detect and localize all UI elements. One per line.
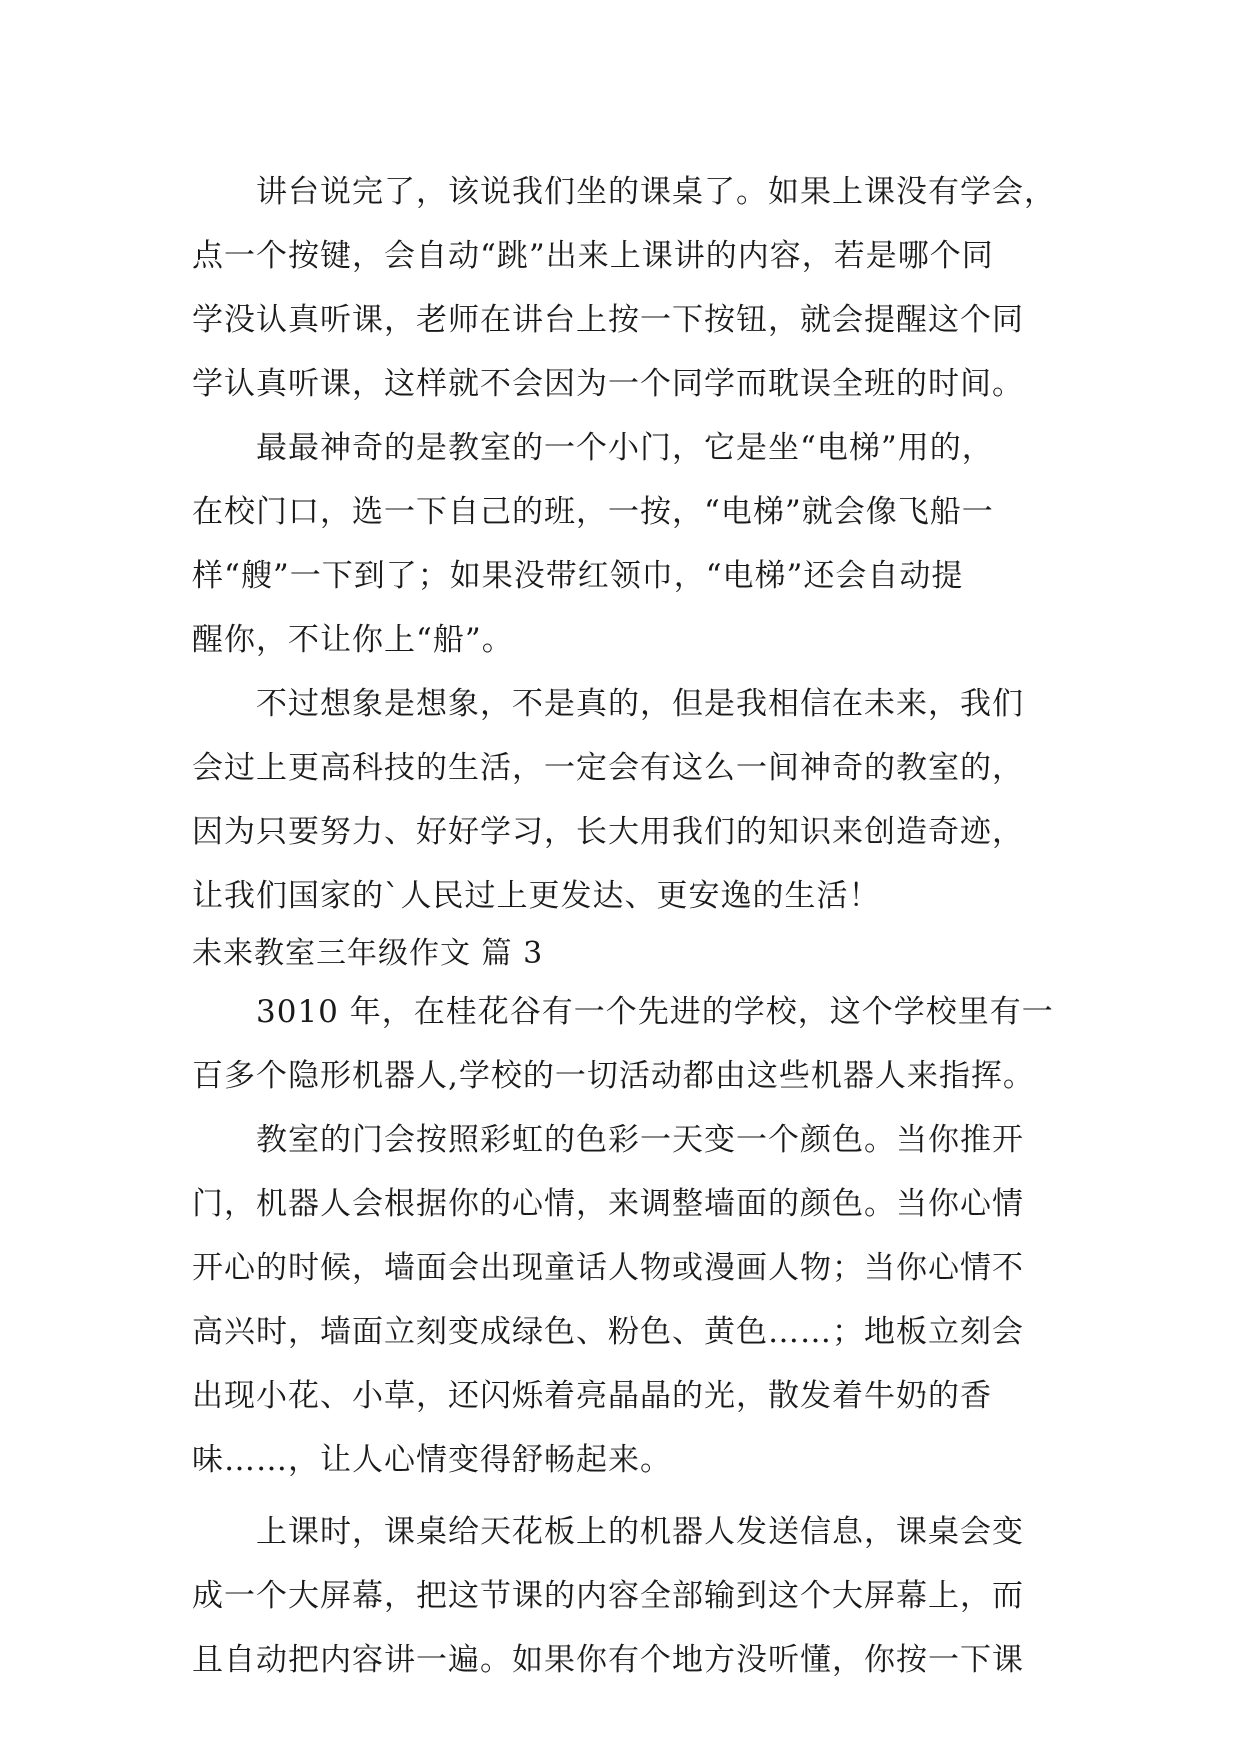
section-heading: 未来教室三年级作文 篇 3 (192, 936, 544, 971)
text-line: 开心的时候，墙面会出现童话人物或漫画人物；当你心情不 (192, 1250, 1024, 1286)
text-line: 味……，让人心情变得舒畅起来。 (192, 1442, 672, 1478)
text-line: 在校门口，选一下自己的班，一按，“电梯”就会像飞船一 (192, 494, 994, 530)
paragraph (192, 160, 1056, 416)
text-line: 成一个大屏幕，把这节课的内容全部输到这个大屏幕上，而 (192, 1578, 1024, 1614)
text-line: 会过上更高科技的生活，一定会有这么一间神奇的教室的， (192, 750, 1024, 786)
text-line: 上课时，课桌给天花板上的机器人发送信息，课桌会变 (256, 1514, 1024, 1550)
text-line: 学认真听课，这样就不会因为一个同学而耽误全班的时间。 (192, 366, 1024, 402)
paragraph-spacer (192, 1492, 1052, 1500)
paragraph (192, 416, 1052, 672)
paragraph (192, 980, 1052, 1108)
text-line: 不过想象是想象，不是真的，但是我相信在未来，我们 (256, 686, 1024, 722)
paragraph (192, 1500, 1052, 1692)
text-line: 教室的门会按照彩虹的色彩一天变一个颜色。当你推开 (256, 1122, 1024, 1158)
paragraph (192, 1108, 1052, 1492)
text-line: 让我们国家的`人民过上更发达、更安逸的生活！ (192, 878, 881, 914)
text-line: 醒你，不让你上“船”。 (192, 622, 514, 658)
text-line: 点一个按键，会自动“跳”出来上课讲的内容，若是哪个同 (192, 238, 994, 274)
text-line: 因为只要努力、好好学习，长大用我们的知识来创造奇迹， (192, 814, 1024, 850)
document-body (192, 160, 1056, 1692)
paragraph (192, 672, 1052, 928)
text-line: 讲台说完了，该说我们坐的课桌了。如果上课没有学会， (256, 174, 1056, 210)
text-line: 且自动把内容讲一遍。如果你有个地方没听懂，你按一下课 (192, 1642, 1024, 1678)
text-line: 最最神奇的是教室的一个小门，它是坐“电梯”用的， (256, 430, 994, 466)
text-line: 出现小花、小草，还闪烁着亮晶晶的光，散发着牛奶的香 (192, 1378, 992, 1414)
text-line: 学没认真听课，老师在讲台上按一下按钮，就会提醒这个同 (192, 302, 1024, 338)
text-line: 3010 年，在桂花谷有一个先进的学校，这个学校里有一 (256, 994, 1054, 1030)
text-line: 高兴时，墙面立刻变成绿色、粉色、黄色……；地板立刻会 (192, 1314, 1024, 1350)
text-line: 门，机器人会根据你的心情，来调整墙面的颜色。当你心情 (192, 1186, 1024, 1222)
text-line: 样“艘”一下到了；如果没带红领巾，“电梯”还会自动提 (192, 558, 964, 594)
text-line: 百多个隐形机器人,学校的一切活动都由这些机器人来指挥。 (192, 1058, 1035, 1094)
